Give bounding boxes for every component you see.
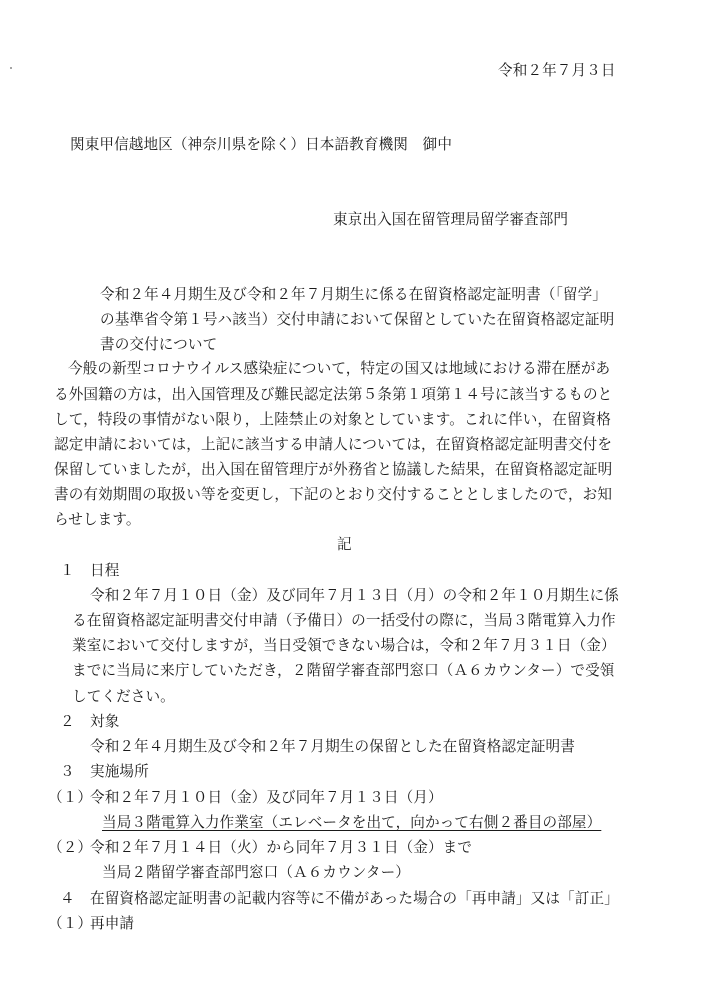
section-number: ３ xyxy=(60,763,75,780)
section-text: 令和２年７月１０日（金）及び同年７月１３日（月）の令和２年１０月期生に係 xyxy=(90,587,619,604)
item-date: 令和２年７月１４日（火）から同年７月３１日（金）まで xyxy=(90,839,473,856)
body-line: 今般の新型コロナウイルス感染症について，特定の国又は地域における滞在歴があ xyxy=(68,360,611,377)
section-title: 対象 xyxy=(90,713,120,730)
section-title: 在留資格認定証明書の記載内容等に不備があった場合の「再申請」又は「訂正」 xyxy=(90,890,619,907)
sender: 東京出入国在留管理局留学審査部門 xyxy=(333,211,569,228)
subject-line: 令和２年４月期生及び令和２年７月期生に係る在留資格認定証明書（「留学」 xyxy=(100,286,607,303)
ki-heading: 記 xyxy=(337,536,352,553)
addressee: 関東甲信越地区（神奈川県を除く）日本語教育機関 御中 xyxy=(70,136,453,153)
body-line: 書の有効期間の取扱い等を変更し，下記のとおり交付することとしましたので，お知 xyxy=(54,486,613,503)
section-text: る在留資格認定証明書交付申請（予備日）の一括受付の際に，当局３階電算入力作 xyxy=(72,612,616,629)
item-text: 再申請 xyxy=(90,915,135,932)
subject-line: の基準省令第１号ハ該当）交付申請において保留としていた在留資格認定証明 xyxy=(100,311,615,328)
item-place: 当局２階留学審査部門窓口（Ａ６カウンター） xyxy=(102,864,410,881)
body-line: して，特段の事情がない限り，上陸禁止の対象としています。これに伴い，在留資格 xyxy=(54,411,611,428)
item-label: （１） xyxy=(48,789,93,806)
body-line: 保留していましたが，出入国在留管理庁が外務省と協議した結果，在留資格認定証明 xyxy=(54,461,613,478)
body-line: 認定申請においては，上記に該当する申請人については，在留資格認定証明書交付を xyxy=(54,436,613,453)
scan-speck xyxy=(10,67,12,69)
section-text: 令和２年４月期生及び令和２年７月期生の保留とした在留資格認定証明書 xyxy=(90,738,575,755)
section-text: 業室において交付しますが，当日受領できない場合は，令和２年７月３１日（金） xyxy=(72,637,616,654)
document-date: 令和２年７月３日 xyxy=(498,62,616,79)
section-number: ４ xyxy=(60,890,75,907)
section-text: までに当局に来庁していただき，２階留学審査部門窓口（Ａ６カウンター）で受領 xyxy=(72,662,615,679)
item-label: （１） xyxy=(48,915,93,932)
item-label: （２） xyxy=(48,839,93,856)
item-date: 令和２年７月１０日（金）及び同年７月１３日（月） xyxy=(90,789,443,806)
section-number: １ xyxy=(60,562,75,579)
section-number: ２ xyxy=(60,713,75,730)
section-title: 日程 xyxy=(90,562,120,579)
body-line: らせします。 xyxy=(54,511,141,528)
section-text: してください。 xyxy=(72,688,175,705)
section-title: 実施場所 xyxy=(90,763,149,780)
item-place-underlined: 当局３階電算入力作業室（エレベータを出て，向かって右側２番目の部屋） xyxy=(102,814,602,831)
subject-line: 書の交付について xyxy=(100,336,218,353)
body-line: る外国籍の方は，出入国管理及び難民認定法第５条第１項第１４号に該当するものと xyxy=(54,386,613,403)
